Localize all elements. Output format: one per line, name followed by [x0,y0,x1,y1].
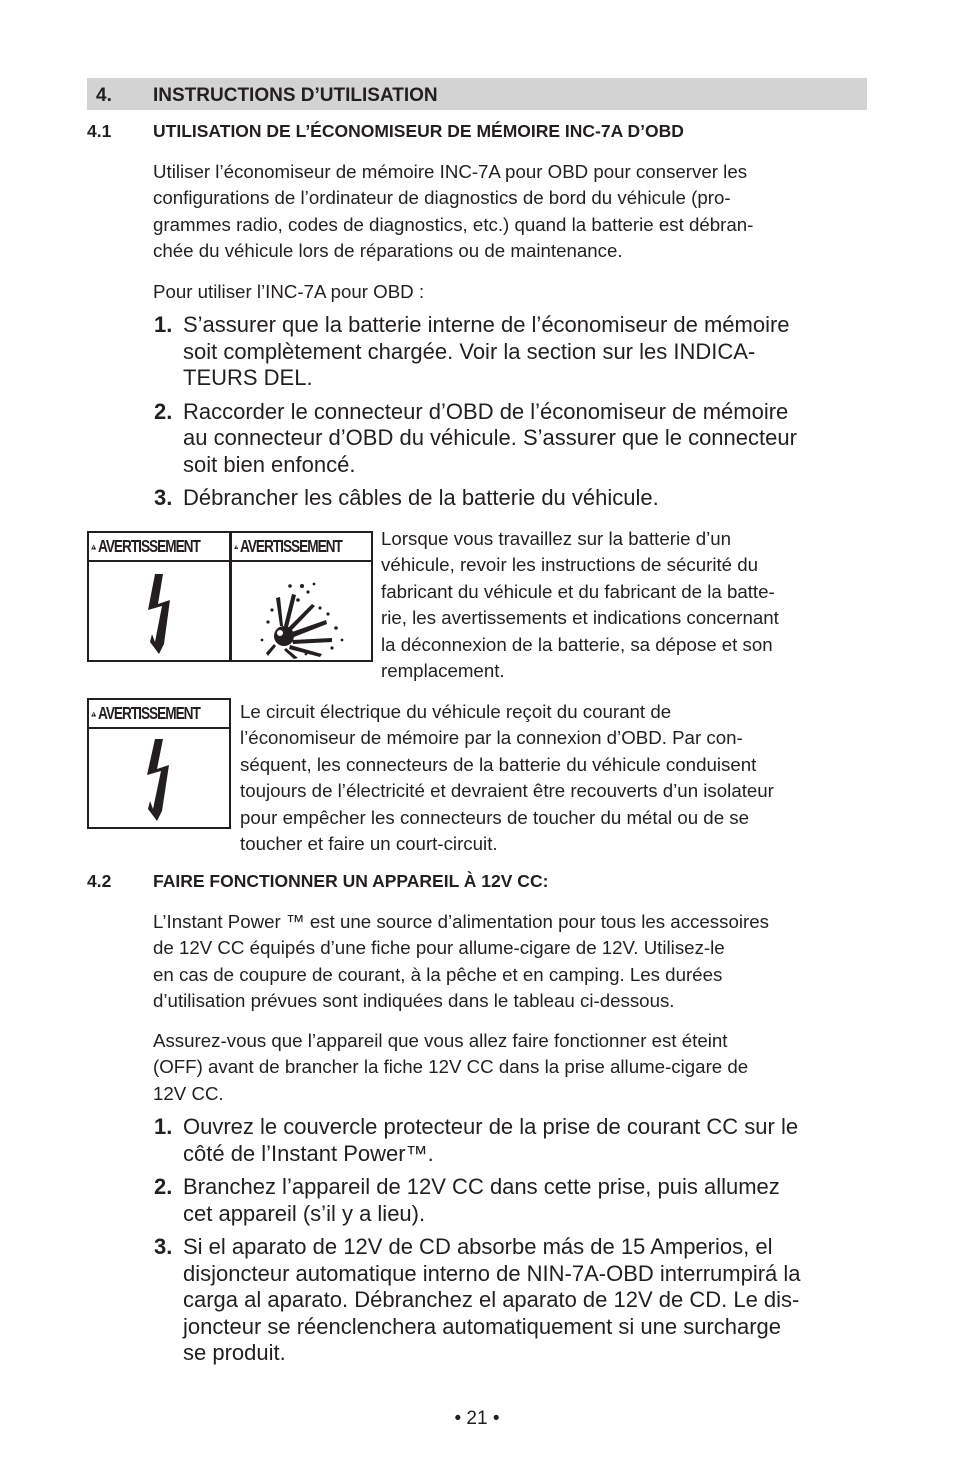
text-line: L’Instant Power ™ est une source d’alimentation pour tous les accessoires [153,911,769,932]
warning-header [232,533,371,562]
electric-shock-icon [89,562,229,660]
steps-list-4-1 [153,312,873,519]
list-item [153,399,873,479]
text-line: 12V CC. [153,1082,224,1104]
text-line: (OFF) avant de brancher la fiche 12V CC dans la prise allume-cigare de [153,1056,749,1078]
text-line: S’assurer que la batterie interne de l’économiseur de mémoire [183,312,790,337]
text-line: toucher et faire un court-circuit. [240,833,498,855]
section-title: INSTRUCTIONS D’UTILISATION [153,85,438,106]
text-line: se produit. [183,1340,286,1365]
text-line: Pour utiliser l’INC-7A pour OBD : [153,281,425,302]
warning-label: AVERTISSEMENT [98,703,201,723]
list-item [153,485,873,512]
list-number: 1. [154,1114,173,1139]
text-line: de 12V CC équipés d’une fiche pour allume-cigare de 12V. Utilisez-le [153,937,725,959]
text-line: Le circuit électrique du véhicule reçoit du courant de [240,701,672,722]
electric-shock-icon [89,729,229,827]
text-line: séquent, les connecteurs de la batterie du véhicule conduisent [240,753,757,775]
text-line: grammes radio, codes de diagnostics, etc.) quand la batterie est débran- [153,213,754,235]
section-number: 4. [96,85,112,106]
warning-triangle-icon [91,535,96,559]
text-line: TEURS DEL. [183,365,313,390]
text-line: chée du véhicule lors de réparations ou de maintenance. [153,240,623,262]
text-line: remplacement. [381,660,505,682]
intro-paragraph [153,159,873,265]
explosion-icon [232,562,371,660]
warning-label: AVERTISSEMENT [98,536,201,556]
text-line: l’économiseur de mémoire par la connexion d’OBD. Par con- [240,727,743,749]
text-line: Lorsque vous travaillez sur la batterie d’un [381,528,732,549]
text-line: carga al aparato. Débranchez el aparato de 12V de CD. Le dis- [183,1287,800,1312]
text-line: rie, les avertissements et indications concernant [381,607,779,629]
list-number: 2. [154,398,173,424]
list-number: 3. [154,1234,173,1259]
subsection-number: 4.1 [87,121,112,141]
text-line: Si el aparato de 12V de CD absorbe más de 15 Amperios, el [183,1234,773,1259]
text-line: cet appareil (s’il y a lieu). [183,1200,426,1226]
text-line: configurations de l’ordinateur de diagnostics de bord du véhicule (pro- [153,187,731,209]
text-line: pour empêcher les connecteurs de toucher du métal ou de se [240,806,750,828]
warning-2-text [240,699,880,857]
text-line: Assurez-vous que l’appareil que vous allez faire fonctionner est éteint [153,1030,728,1051]
text-line: véhicule, revoir les instructions de sécurité du [381,554,759,576]
list-item [153,1234,873,1367]
list-number: 2. [154,1174,173,1199]
section-header [87,78,867,110]
text-line: soit complètement chargée. Voir la section sur les INDICA- [183,338,756,364]
text-line: en cas de coupure de courant, à la pêche et en camping. Les durées [153,963,723,985]
precaution-paragraph [153,1028,873,1107]
usage-lead-paragraph [153,279,873,305]
warning-header [89,700,229,729]
text-line: au connecteur d’OBD du véhicule. S’assurer que le connecteur [183,425,797,450]
text-line: Ouvrez le couvercle protecteur de la prise de courant CC sur le [183,1114,799,1139]
text-line: fabricant du véhicule et du fabricant de la batte- [381,580,775,602]
warning-triangle-icon [234,535,238,559]
warning-triangle-icon [91,702,96,726]
warning-header [89,533,229,562]
warning-label: AVERTISSEMENT [240,536,343,556]
list-number: 1. [154,312,173,337]
text-line: Branchez l’appareil de 12V CC dans cette prise, puis allumez [183,1174,780,1199]
page-number: • 21 • [454,1408,500,1429]
text-line: côté de l’Instant Power™. [183,1140,434,1166]
warning-shock-box-2 [87,698,231,829]
list-item [153,1114,873,1167]
warning-shock-box [87,531,231,662]
text-line: Raccorder le connecteur d’OBD de l’économiseur de mémoire [183,398,789,424]
list-number: 3. [154,485,173,510]
text-line: toujours de l’électricité et devraient être recouverts d’un isolateur [240,780,774,802]
list-item [153,312,873,392]
instant-power-paragraph [153,909,873,1015]
subsection-title: UTILISATION DE L’ÉCONOMISEUR DE MÉMOIRE INC-7A D’OBD [153,121,684,141]
text-line: la déconnexion de la batterie, sa dépose et son [381,633,773,655]
list-item [153,1174,873,1227]
steps-list-4-2 [153,1114,873,1374]
text-line: disjoncteur automatique interno de NIN-7A-OBD interrumpirá la [183,1260,801,1286]
text-line: joncteur se réenclenchera automatiquement si une surcharge [183,1313,782,1339]
text-line: Utiliser l’économiseur de mémoire INC-7A pour OBD pour conserver les [153,161,748,182]
subsection-title: FAIRE FONCTIONNER UN APPAREIL À 12V CC: [153,871,549,891]
text-line: Débrancher les câbles de la batterie du véhicule. [183,485,659,510]
subsection-number: 4.2 [87,871,112,891]
text-line: soit bien enfoncé. [183,451,356,477]
warning-explosion-box [230,531,373,662]
warning-1-text [381,526,861,684]
text-line: d’utilisation prévues sont indiquées dans le tableau ci-dessous. [153,990,675,1012]
